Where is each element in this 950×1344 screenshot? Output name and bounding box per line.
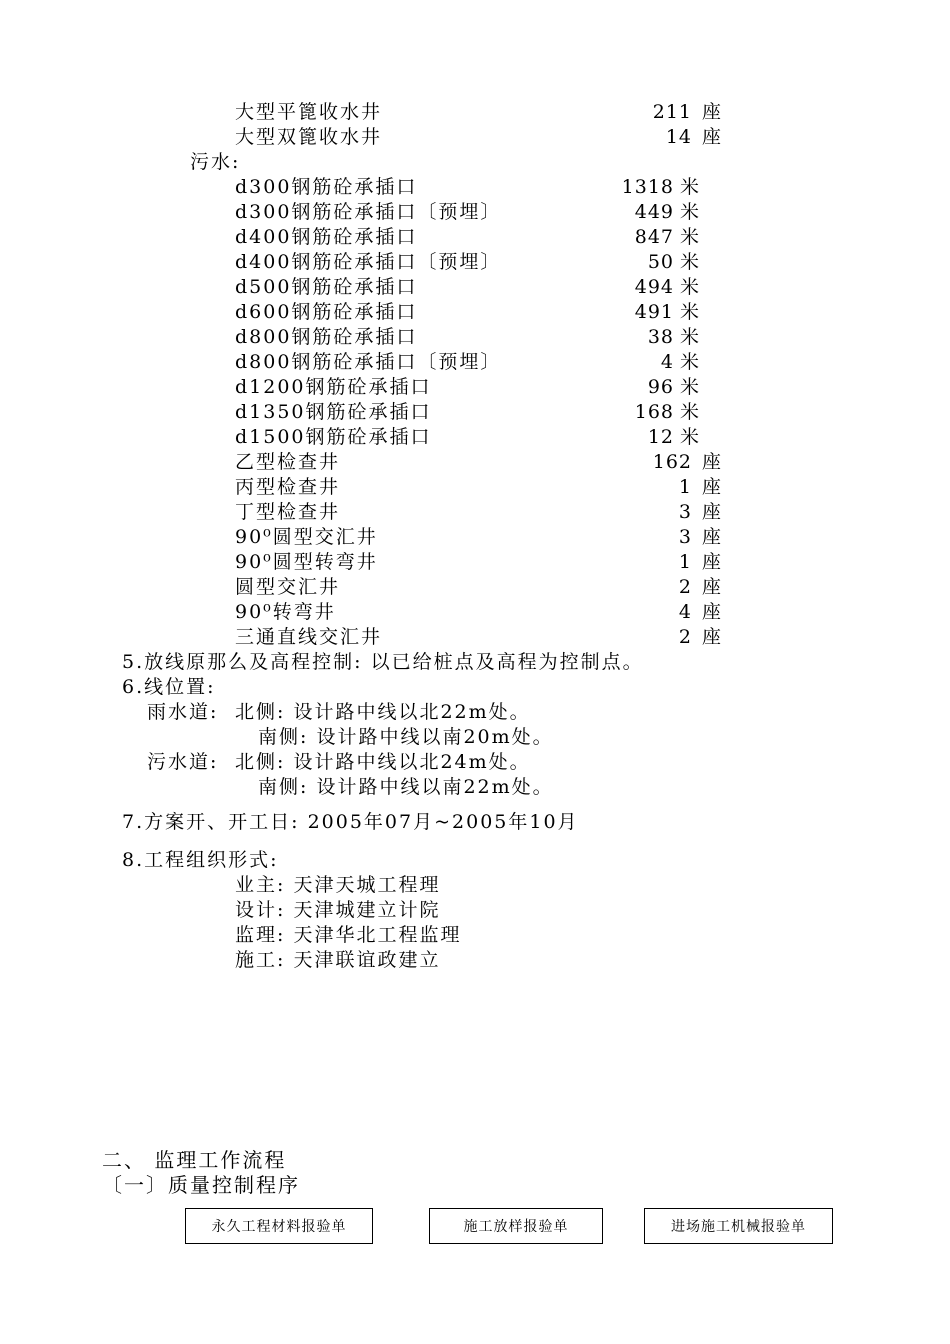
item-name: d800钢筋砼承插口: [235, 326, 418, 348]
item-name: 三通直线交汇井: [235, 626, 383, 648]
item-name: d400钢筋砼承插口〔预埋〕: [235, 251, 502, 273]
item-name: 圆型交汇井: [235, 576, 341, 598]
rain-label: 雨水道:: [147, 701, 219, 723]
item-name: 大型平篦收水井: [235, 101, 383, 123]
item-name: d800钢筋砼承插口〔预埋〕: [235, 351, 502, 373]
item-qty: 50: [647, 251, 674, 273]
item-qty: 491: [634, 301, 674, 323]
item-name: d400钢筋砼承插口: [235, 226, 418, 248]
item-unit: 米: [680, 226, 700, 248]
item-unit: 座: [702, 626, 722, 648]
item-qty: 847: [634, 226, 674, 248]
flow-box-setting-out: [429, 1208, 603, 1244]
flow-box-label: 施工放样报验单: [463, 1219, 569, 1235]
item-qty: 1318: [621, 176, 674, 198]
section-heading: 二、 监理工作流程: [102, 1148, 287, 1172]
item-unit: 米: [680, 276, 700, 298]
item-name: 丙型检查井: [235, 476, 341, 498]
item-name: d1350钢筋砼承插口: [235, 401, 432, 423]
item-unit: 座: [702, 526, 722, 548]
item-name: d500钢筋砼承插口: [235, 276, 418, 298]
item-name: 大型双篦收水井: [235, 126, 383, 148]
item-unit: 米: [680, 326, 700, 348]
item-name: d300钢筋砼承插口: [235, 176, 418, 198]
item-name: 90⁰转弯井: [235, 601, 336, 623]
section-subheading: 〔一〕质量控制程序: [102, 1173, 300, 1197]
item-qty: 4: [660, 351, 674, 373]
item-unit: 座: [702, 126, 722, 148]
rain-south: 南侧: 设计路中线以南20m处。: [258, 726, 554, 748]
flow-box-permanent-material: [185, 1208, 373, 1244]
item-unit: 米: [680, 376, 700, 398]
item-qty: 2: [678, 626, 692, 648]
item-unit: 座: [702, 501, 722, 523]
item-qty: 211: [652, 101, 692, 123]
item-unit: 米: [680, 201, 700, 223]
item-unit: 米: [680, 251, 700, 273]
item-qty: 1: [678, 551, 692, 573]
item-qty: 168: [634, 401, 674, 423]
item-qty: 1: [678, 476, 692, 498]
org-supervision: 监理: 天津华北工程监理: [235, 924, 462, 946]
item-unit: 座: [702, 101, 722, 123]
item-unit: 米: [680, 426, 700, 448]
item-qty: 449: [634, 201, 674, 223]
item-qty: 3: [678, 526, 692, 548]
flow-box-label: 进场施工机械报验单: [671, 1219, 806, 1235]
item-qty: 14: [665, 126, 692, 148]
org-owner: 业主: 天津天城工程理: [235, 874, 441, 896]
item-qty: 494: [634, 276, 674, 298]
item-unit: 座: [702, 601, 722, 623]
item-unit: 座: [702, 576, 722, 598]
item-qty: 12: [647, 426, 674, 448]
item-name: 90⁰圆型转弯井: [235, 551, 378, 573]
sewage-south: 南侧: 设计路中线以南22m处。: [258, 776, 554, 798]
sewage-road-label: 污水道:: [147, 751, 219, 773]
org-construction: 施工: 天津联谊政建立: [235, 949, 441, 971]
item-5-staking-principle: 5.放线原那么及高程控制: 以已给桩点及高程为控制点。: [122, 651, 644, 673]
item-name: 丁型检查井: [235, 501, 341, 523]
item-unit: 米: [680, 176, 700, 198]
item-unit: 座: [702, 451, 722, 473]
org-design: 设计: 天津城建立计院: [235, 899, 441, 921]
item-qty: 4: [678, 601, 692, 623]
item-qty: 96: [647, 376, 674, 398]
item-6-title: 6.线位置:: [122, 676, 216, 698]
item-8-title: 8.工程组织形式:: [122, 849, 279, 871]
rain-north: 北侧: 设计路中线以北22m处。: [235, 701, 531, 723]
item-name: d300钢筋砼承插口〔预埋〕: [235, 201, 502, 223]
item-qty: 3: [678, 501, 692, 523]
item-unit: 座: [702, 551, 722, 573]
item-unit: 米: [680, 301, 700, 323]
item-unit: 米: [680, 351, 700, 373]
item-qty: 38: [647, 326, 674, 348]
item-7-schedule: 7.方案开、开工日: 2005年07月~2005年10月: [122, 811, 579, 833]
item-name: 乙型检查井: [235, 451, 341, 473]
flow-box-machinery: [644, 1208, 833, 1244]
item-name: d1200钢筋砼承插口: [235, 376, 432, 398]
item-unit: 米: [680, 401, 700, 423]
item-qty: 2: [678, 576, 692, 598]
item-name: d1500钢筋砼承插口: [235, 426, 432, 448]
item-unit: 座: [702, 476, 722, 498]
sewage-north: 北侧: 设计路中线以北24m处。: [235, 751, 531, 773]
item-qty: 162: [652, 451, 692, 473]
item-name: d600钢筋砼承插口: [235, 301, 418, 323]
sewage-label: 污水:: [190, 151, 241, 173]
item-name: 90⁰圆型交汇井: [235, 526, 378, 548]
flow-box-label: 永久工程材料报验单: [211, 1219, 347, 1235]
